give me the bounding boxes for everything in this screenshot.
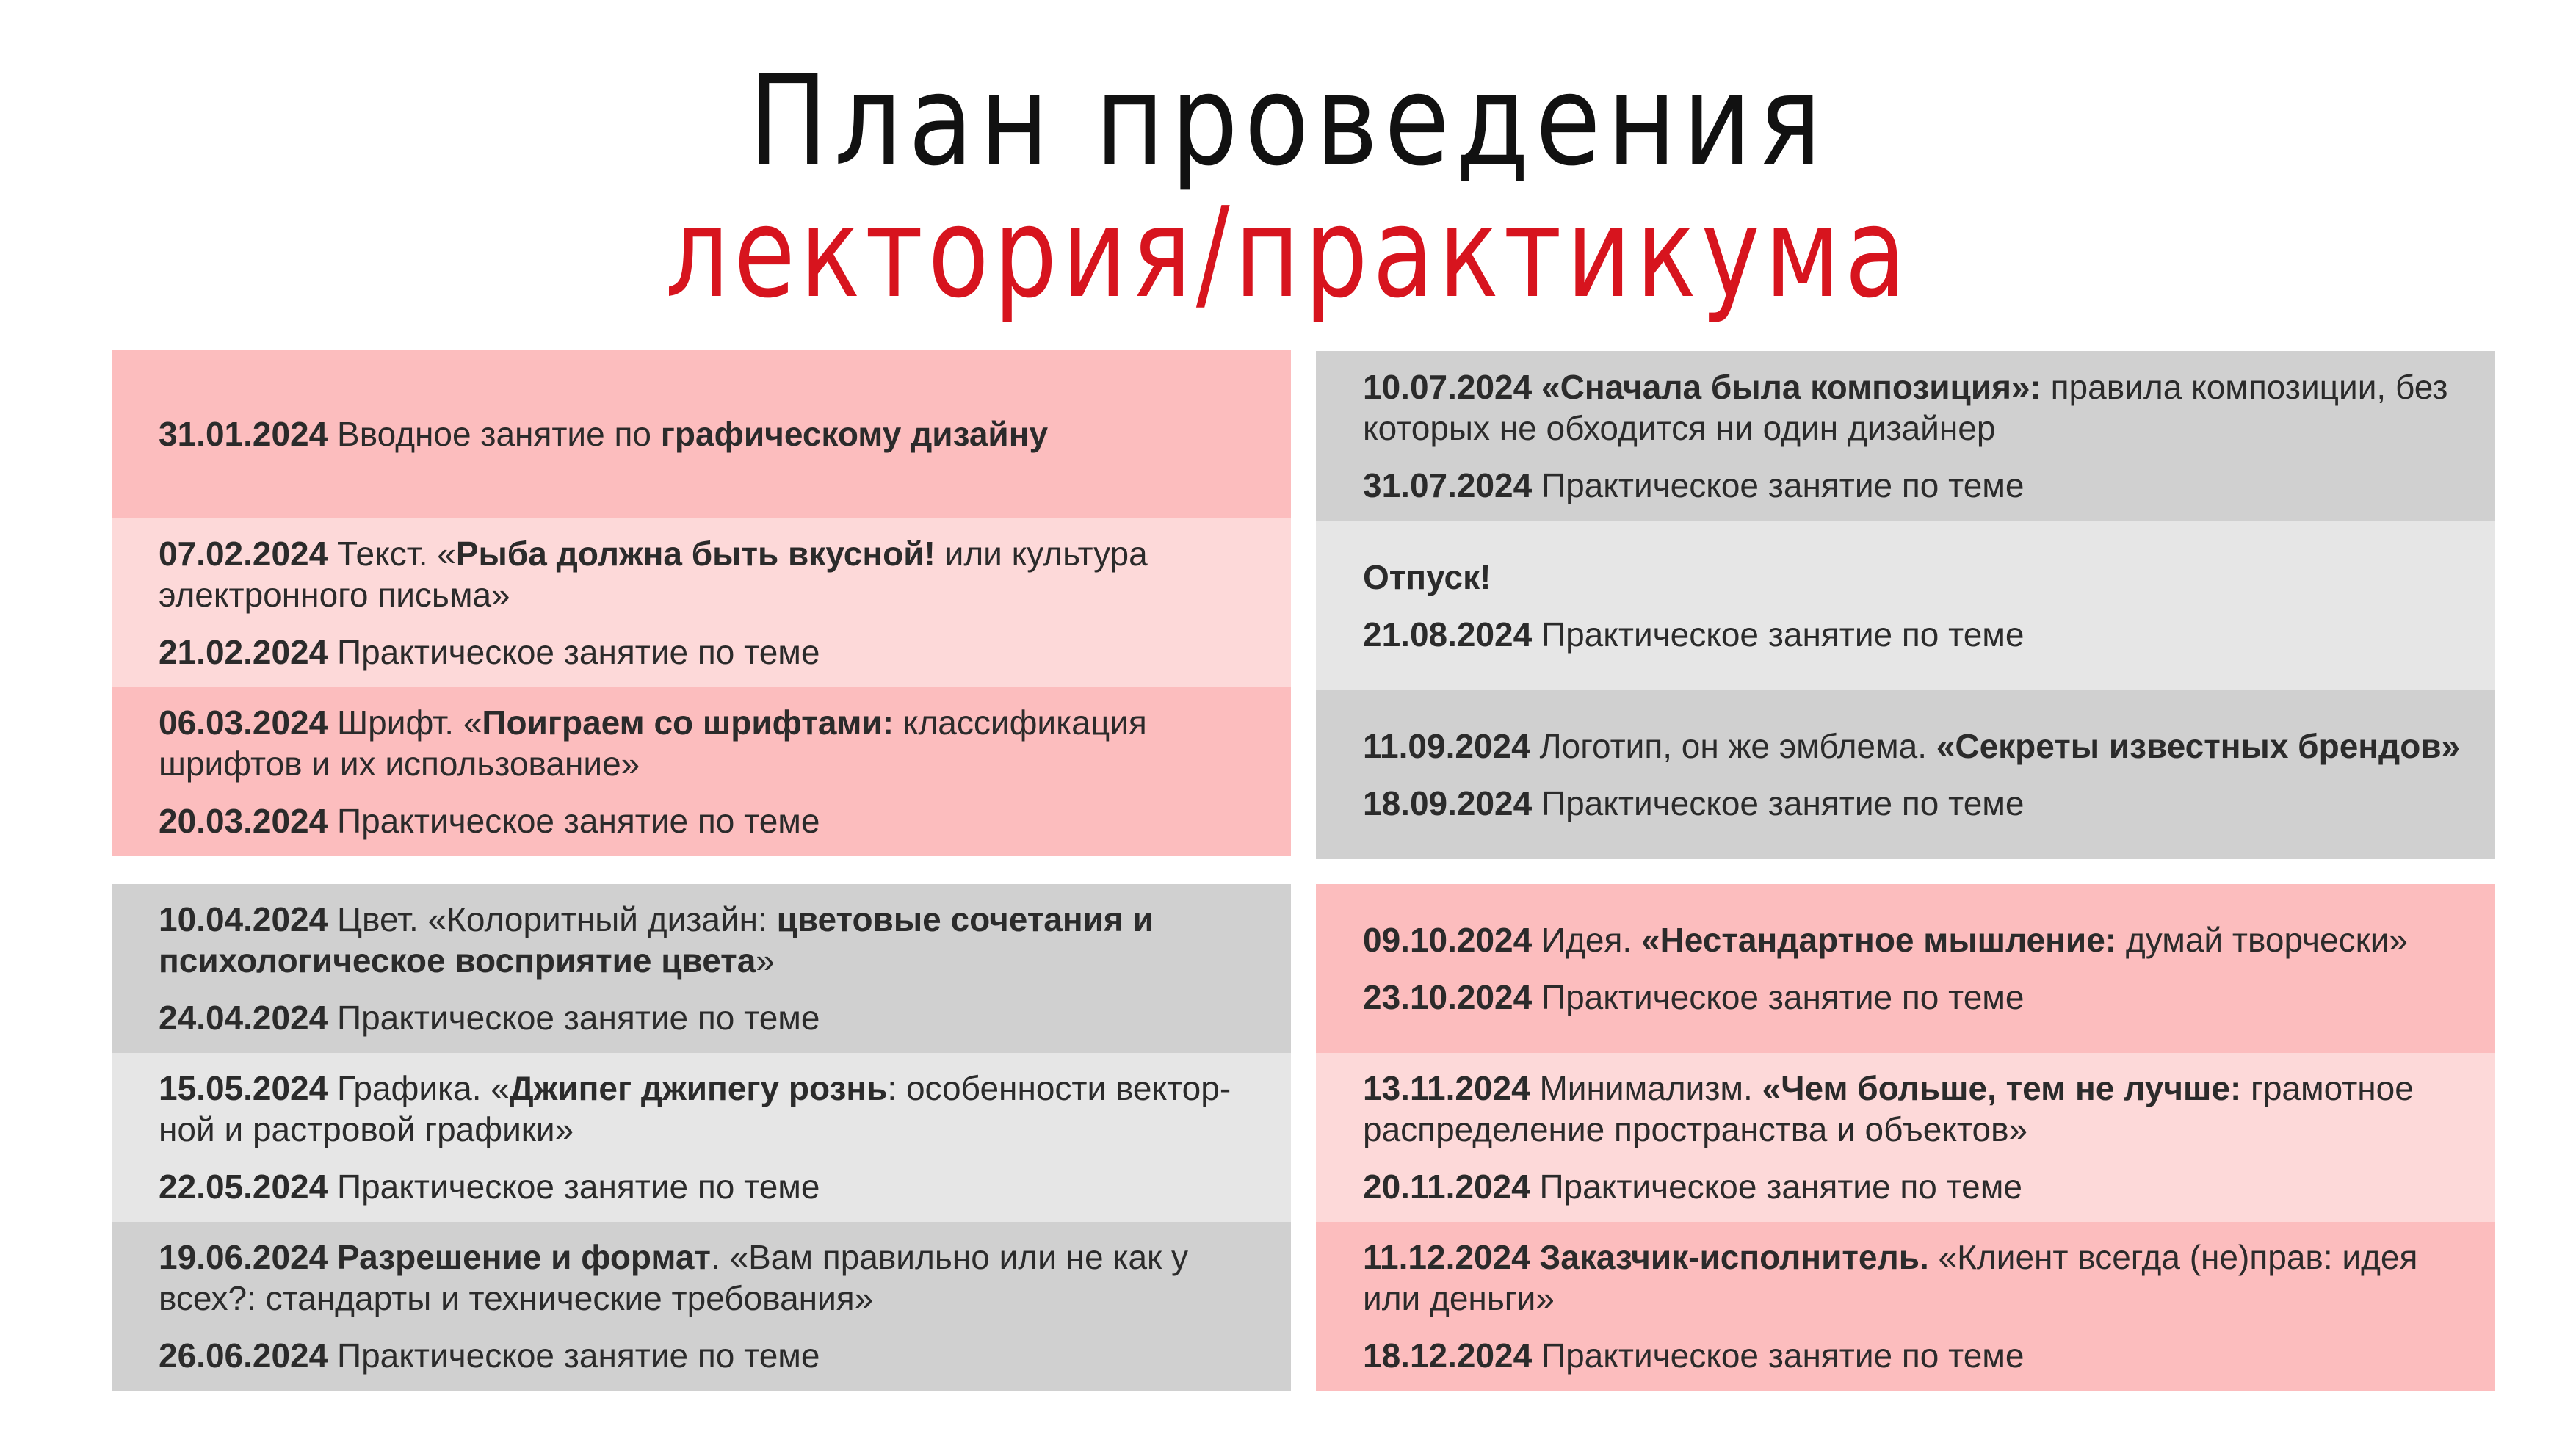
session-topic: [159, 702, 1269, 784]
practice-date: 24.04.2024: [159, 999, 328, 1037]
practice-date: 26.06.2024: [159, 1336, 328, 1375]
session-card: [112, 687, 1291, 856]
practice-date: 20.03.2024: [159, 802, 328, 840]
practice-line: [159, 997, 1269, 1038]
session-topic: [159, 533, 1269, 615]
session-text: Минимализм.: [1530, 1069, 1762, 1107]
session-text: Цвет. «Колоритный дизайн:: [328, 900, 777, 938]
session-date: 09.10.2024: [1363, 921, 1533, 959]
session-topic: [1363, 725, 2473, 767]
practice-text: Практическое занятие по теме: [1532, 615, 2025, 654]
title-line-1: План проведения: [748, 48, 1828, 194]
practice-line: [1363, 465, 2473, 506]
session-text: . «Вам правильно или не как у всех?: стандарты и технические требования»: [159, 1238, 1188, 1317]
practice-line: [1363, 783, 2473, 824]
title-line-2: лектория/практикума: [665, 181, 1911, 326]
practice-date: 18.09.2024: [1363, 784, 1533, 822]
session-date: 11.09.2024: [1363, 727, 1530, 765]
session-date: 15.05.2024: [159, 1069, 328, 1107]
session-text: классификация шрифтов и их использование»: [159, 703, 1147, 783]
session-topic: [1363, 1068, 2473, 1150]
session-highlight: Рыба должна быть вкусной!: [455, 535, 936, 573]
session-text: : особенности вектор-ной и растровой графики»: [159, 1069, 1231, 1148]
session-card: [112, 518, 1291, 687]
session-card: [1316, 1222, 2495, 1391]
session-date: 07.02.2024: [159, 535, 328, 573]
session-text: Шрифт. «: [328, 703, 482, 742]
practice-text: Практическое занятие по теме: [1532, 978, 2025, 1016]
session-highlight: Поиграем со шрифтами:: [482, 703, 894, 742]
practice-date: 21.02.2024: [159, 633, 328, 671]
session-topic: [1363, 919, 2473, 960]
session-date: 06.03.2024: [159, 703, 328, 742]
session-topic: [159, 413, 1269, 455]
practice-line: [159, 1335, 1269, 1376]
practice-line: [159, 800, 1269, 841]
practice-date: 31.07.2024: [1363, 466, 1533, 504]
session-text: думай творчески»: [2116, 921, 2408, 959]
session-text: или культура электронного письма»: [159, 535, 1148, 614]
session-card: [112, 350, 1291, 518]
practice-date: 18.12.2024: [1363, 1336, 1533, 1375]
practice-text: Практическое занятие по теме: [328, 802, 820, 840]
practice-line: [1363, 1335, 2473, 1376]
session-card: [112, 1053, 1291, 1222]
practice-text: Практическое занятие по теме: [328, 999, 820, 1037]
practice-line: [159, 631, 1269, 673]
left-top-group: [112, 350, 1291, 856]
session-topic: [1363, 1237, 2473, 1319]
session-highlight: «Нестандартное мышление:: [1640, 921, 2117, 959]
session-topic: [159, 1237, 1269, 1319]
session-card: [112, 1222, 1291, 1391]
session-highlight: графическому дизайну: [660, 415, 1049, 453]
session-text: правила композиции, без которых не обходится ни один дизайнер: [1363, 368, 2448, 447]
practice-text: Практическое занятие по теме: [1532, 466, 2025, 504]
right-top-group: [1316, 351, 2495, 859]
session-highlight: цветовые сочетания и психологическое восприятие цвета: [159, 900, 1154, 980]
session-highlight: Заказчик-исполнитель.: [1530, 1238, 1929, 1276]
practice-text: Практическое занятие по теме: [328, 1336, 820, 1375]
session-date: 19.06.2024: [159, 1238, 328, 1276]
practice-text: Практическое занятие по теме: [1530, 1168, 2022, 1206]
session-card: [1316, 351, 2495, 521]
session-text: Графика. «: [328, 1069, 510, 1107]
practice-date: 23.10.2024: [1363, 978, 1533, 1016]
practice-text: Практическое занятие по теме: [328, 633, 820, 671]
session-topic: [159, 1068, 1269, 1150]
session-card: [1316, 1053, 2495, 1222]
session-text: грамотное распределение пространства и объектов»: [1363, 1069, 2414, 1148]
session-date: 10.07.2024: [1363, 368, 1533, 406]
left-bottom-group: [112, 884, 1291, 1391]
session-topic: [159, 899, 1269, 981]
session-card: [1316, 690, 2495, 859]
session-card: [1316, 884, 2495, 1053]
session-text: «Клиент всегда (не)прав: идея или деньги»: [1363, 1238, 2418, 1317]
session-text: Текст. «: [328, 535, 456, 573]
session-highlight: «Сначала была композиция»:: [1532, 368, 2041, 406]
session-text: Вводное занятие по: [328, 415, 661, 453]
session-date: 31.01.2024: [159, 415, 328, 453]
practice-line: [1363, 1166, 2473, 1207]
practice-line: [159, 1166, 1269, 1207]
session-topic: [1363, 557, 2473, 598]
right-bottom-group: [1316, 884, 2495, 1391]
session-card: [112, 884, 1291, 1053]
practice-line: [1363, 977, 2473, 1018]
practice-date: 20.11.2024: [1363, 1168, 1530, 1206]
session-text: »: [756, 941, 775, 980]
session-card: [1316, 521, 2495, 690]
session-highlight: Отпуск!: [1363, 558, 1491, 596]
practice-date: 21.08.2024: [1363, 615, 1533, 654]
session-highlight: Джипег джипегу рознь: [509, 1069, 888, 1107]
practice-line: [1363, 614, 2473, 655]
practice-text: Практическое занятие по теме: [1532, 784, 2025, 822]
session-date: 13.11.2024: [1363, 1069, 1530, 1107]
session-text: Идея.: [1532, 921, 1641, 959]
session-date: 11.12.2024: [1363, 1238, 1530, 1276]
session-date: 10.04.2024: [159, 900, 328, 938]
practice-text: Практическое занятие по теме: [1532, 1336, 2025, 1375]
session-topic: [1363, 366, 2473, 449]
session-highlight: Разрешение и формат: [328, 1238, 711, 1276]
session-text: Логотип, он же эмблема.: [1530, 727, 1936, 765]
practice-text: Практическое занятие по теме: [328, 1168, 820, 1206]
practice-date: 22.05.2024: [159, 1168, 328, 1206]
session-highlight: «Чем больше, тем не лучше:: [1762, 1069, 2242, 1107]
session-highlight: «Секреты известных брендов»: [1936, 727, 2461, 765]
